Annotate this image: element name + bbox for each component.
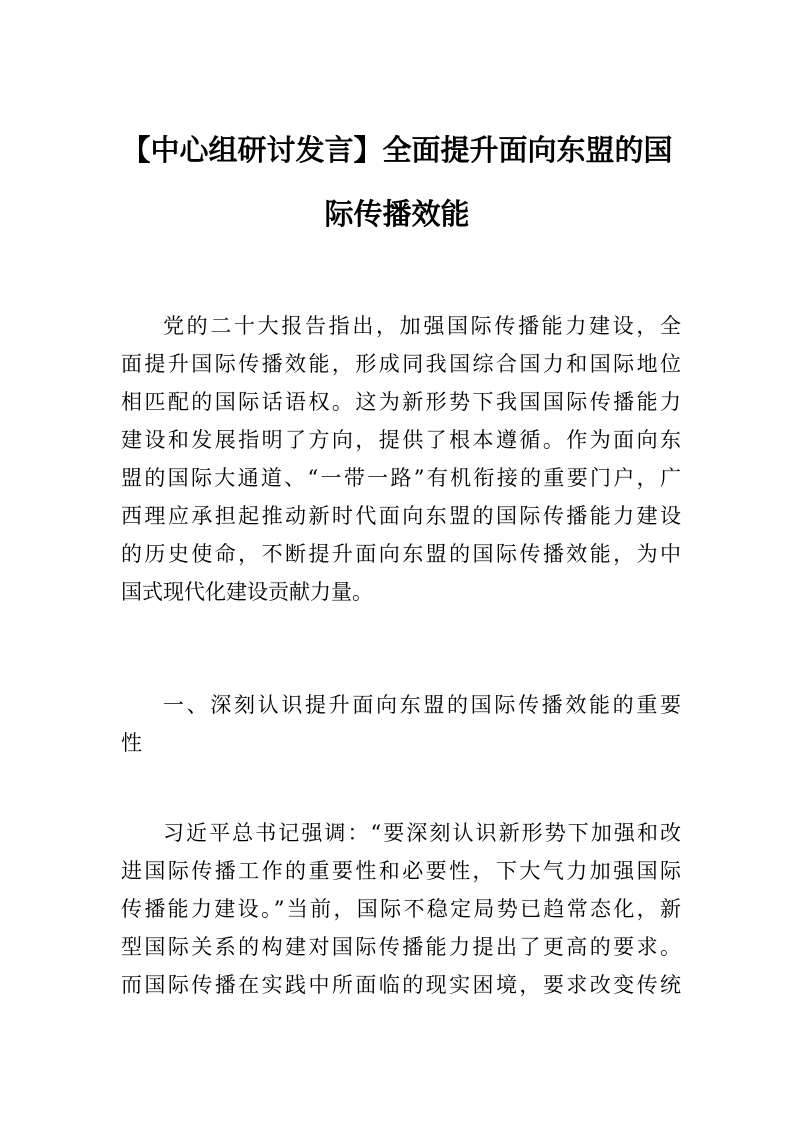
paragraph-line: 的历史使命，不断提升面向东盟的国际传播效能，为中 [121, 542, 681, 566]
paragraph-line: 相匹配的国际话语权。这为新形势下我国国际传播能力 [121, 390, 681, 414]
paragraph-line: 进国际传播工作的重要性和必要性，下大气力加强国际 [121, 859, 681, 883]
paragraph-line: 面提升国际传播效能，形成同我国综合国力和国际地位 [121, 352, 681, 376]
paragraph-line: 型国际关系的构建对国际传播能力提出了更高的要求。 [121, 935, 681, 959]
heading-line: 一、深刻认识提升面向东盟的国际传播效能的重要 [163, 693, 681, 717]
paragraph-line: 党的二十大报告指出，加强国际传播能力建设，全 [163, 314, 681, 338]
document-title [110, 118, 684, 246]
paragraph-line: 盟的国际大通道、“一带一路”有机衔接的重要门户，广 [121, 466, 681, 490]
paragraph-line: 习近平总书记强调：“要深刻认识新形势下加强和改 [163, 821, 681, 845]
paragraph-line: 传播能力建设。”当前，国际不稳定局势已趋常态化，新 [121, 897, 681, 921]
paragraph-intro [121, 307, 681, 611]
paragraph-line: 建设和发展指明了方向，提供了根本遵循。作为面向东 [121, 428, 681, 452]
paragraph-line: 西理应承担起推动新时代面向东盟的国际传播能力建设 [121, 504, 681, 528]
title-line: 【中心组研讨发言】全面提升面向东盟的国 [121, 133, 673, 167]
paragraph-line: 国式现代化建设贡献力量。 [121, 580, 373, 604]
paragraph-line: 而国际传播在实践中所面临的现实困境，要求改变传统 [121, 973, 681, 997]
heading-line: 性 [121, 731, 142, 755]
paragraph-body [121, 814, 681, 1004]
title-line: 际传播效能 [324, 197, 470, 231]
section-heading-1 [121, 686, 681, 762]
